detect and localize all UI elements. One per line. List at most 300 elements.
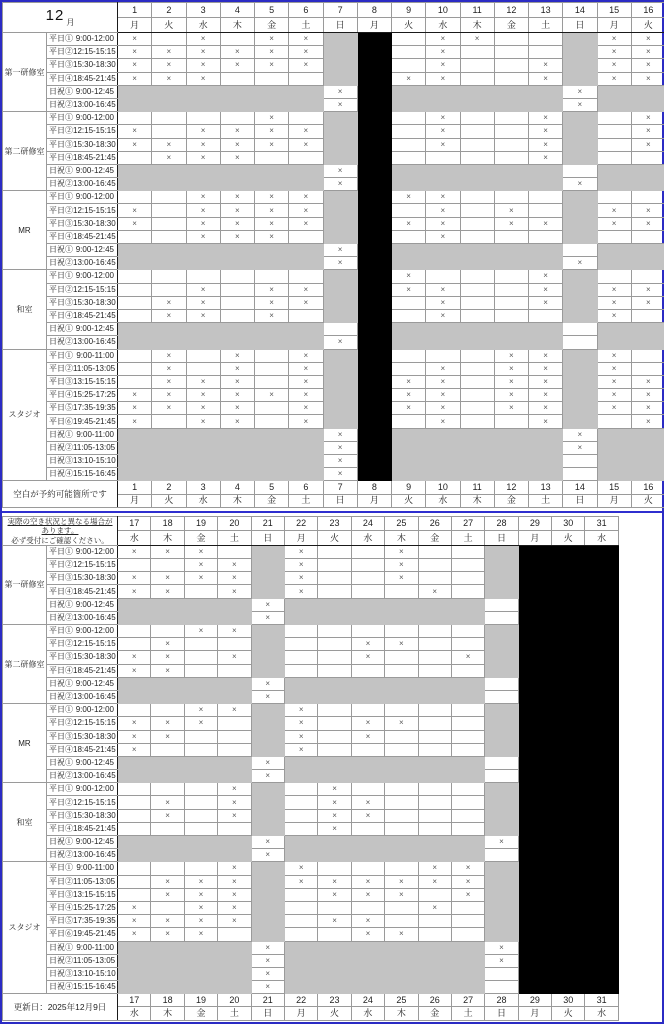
availability-cell: × (118, 730, 151, 743)
availability-cell (451, 967, 484, 980)
availability-cell (597, 138, 631, 151)
availability-cell (585, 875, 618, 888)
availability-cell (460, 178, 494, 191)
availability-cell: × (351, 809, 384, 822)
availability-cell: × (151, 809, 184, 822)
availability-cell (529, 204, 563, 217)
availability-cell: × (289, 415, 323, 428)
availability-cell: × (220, 46, 254, 59)
availability-cell (418, 941, 451, 954)
availability-cell (585, 941, 618, 954)
timeslot-label: 平日② (49, 284, 73, 294)
availability-cell (585, 572, 618, 585)
availability-cell (151, 611, 184, 624)
availability-cell: × (152, 72, 186, 85)
availability-cell (318, 756, 351, 769)
availability-cell (385, 967, 418, 980)
availability-cell: × (151, 730, 184, 743)
timeslot-cell (47, 730, 118, 743)
availability-cell: × (426, 362, 460, 375)
availability-cell (251, 625, 284, 638)
availability-cell (385, 756, 418, 769)
timeslot-label: 平日⑤ (49, 916, 73, 926)
availability-cell (218, 611, 251, 624)
availability-cell: × (289, 362, 323, 375)
timeslot-time: 9:00-12:00 (75, 626, 114, 636)
timeslot-label: 平日① (49, 192, 73, 202)
availability-cell (152, 283, 186, 296)
availability-cell (529, 428, 563, 441)
availability-cell (357, 468, 391, 481)
availability-cell (451, 743, 484, 756)
availability-cell (631, 244, 664, 257)
availability-cell: × (529, 72, 563, 85)
day-number-cell: 8 (357, 3, 391, 18)
availability-cell (418, 559, 451, 572)
availability-cell (184, 954, 217, 967)
availability-cell (385, 981, 418, 994)
availability-cell: × (529, 362, 563, 375)
availability-cell: × (631, 112, 664, 125)
availability-cell (284, 677, 317, 690)
availability-cell (552, 888, 585, 901)
availability-cell (597, 98, 631, 111)
availability-cell (518, 585, 551, 598)
timeslot-cell (47, 677, 118, 690)
availability-cell (418, 809, 451, 822)
availability-cell (357, 323, 391, 336)
availability-cell (392, 296, 426, 309)
availability-cell: × (529, 415, 563, 428)
availability-cell: × (118, 572, 151, 585)
availability-cell (552, 901, 585, 914)
availability-cell (451, 717, 484, 730)
availability-cell (218, 770, 251, 783)
disclaimer-line-1: 実際の空き状況と異なる場合があります。 (7, 516, 113, 536)
availability-cell (418, 690, 451, 703)
availability-cell: × (118, 402, 152, 415)
availability-cell (118, 625, 151, 638)
timeslot-label: 平日③ (49, 376, 73, 386)
footer-day-number-cell: 22 (284, 994, 317, 1007)
availability-cell: × (451, 888, 484, 901)
availability-cell: × (186, 309, 220, 322)
footer-day-number-cell: 15 (597, 481, 631, 494)
availability-cell: × (186, 46, 220, 59)
timeslot-time: 9:00-12:00 (75, 705, 114, 715)
availability-cell (563, 336, 597, 349)
weekday-cell: 金 (255, 18, 289, 33)
footer-day-number-cell: 7 (323, 481, 357, 494)
availability-cell (151, 783, 184, 796)
timeslot-time: 18:45-21:45 (73, 231, 116, 241)
availability-cell (351, 770, 384, 783)
availability-cell (518, 941, 551, 954)
timeslot-time: 9:00-11:00 (76, 429, 114, 439)
timeslot-time: 13:00-16:45 (73, 258, 116, 268)
availability-cell: × (251, 598, 284, 611)
availability-cell (518, 677, 551, 690)
availability-cell (357, 428, 391, 441)
day-number-cell: 18 (151, 516, 184, 531)
timeslot-label: 日祝② (49, 442, 73, 452)
availability-cell (255, 72, 289, 85)
availability-cell (518, 783, 551, 796)
availability-cell: × (631, 283, 664, 296)
availability-cell (563, 191, 597, 204)
availability-cell (518, 862, 551, 875)
timeslot-time: 9:00-12:45 (75, 837, 114, 847)
availability-cell (426, 164, 460, 177)
timeslot-label: 平日④ (49, 73, 73, 83)
timeslot-time: 13:15-15:15 (73, 376, 116, 386)
availability-cell (255, 441, 289, 454)
availability-cell (460, 151, 494, 164)
availability-cell (118, 270, 152, 283)
availability-cell (418, 928, 451, 941)
availability-cell (289, 336, 323, 349)
availability-cell (518, 981, 551, 994)
day-number-cell: 31 (585, 516, 618, 531)
timeslot-cell (47, 98, 118, 111)
footer-day-number-cell: 28 (485, 994, 518, 1007)
availability-cell (152, 230, 186, 243)
availability-cell (186, 441, 220, 454)
availability-cell (597, 257, 631, 270)
availability-cell: × (218, 862, 251, 875)
availability-cell (118, 191, 152, 204)
availability-cell: × (220, 59, 254, 72)
availability-cell (152, 125, 186, 138)
availability-cell (552, 954, 585, 967)
footer-day-number-cell: 8 (357, 481, 391, 494)
weekday-cell: 火 (631, 18, 664, 33)
availability-cell: × (184, 875, 217, 888)
weekday-cell: 月 (357, 18, 391, 33)
availability-cell (631, 336, 664, 349)
availability-cell (255, 468, 289, 481)
availability-cell (426, 85, 460, 98)
day-number-cell: 6 (289, 3, 323, 18)
availability-cell (357, 296, 391, 309)
availability-cell (118, 690, 151, 703)
availability-cell (184, 822, 217, 835)
day-number-cell: 30 (552, 516, 585, 531)
availability-cell (485, 756, 518, 769)
availability-cell (251, 901, 284, 914)
availability-cell (631, 257, 664, 270)
availability-cell: × (184, 625, 217, 638)
availability-cell (518, 611, 551, 624)
timeslot-label: 平日① (49, 350, 73, 360)
availability-cell (284, 756, 317, 769)
timeslot-label: 日祝② (49, 850, 73, 860)
availability-cell: × (529, 217, 563, 230)
timeslot-time: 19:45-21:45 (73, 929, 116, 939)
availability-cell (494, 164, 528, 177)
availability-cell (426, 257, 460, 270)
availability-cell (251, 743, 284, 756)
availability-cell: × (529, 402, 563, 415)
availability-cell (118, 230, 152, 243)
timeslot-time: 18:45-21:45 (73, 744, 116, 754)
availability-cell (597, 191, 631, 204)
availability-cell (357, 415, 391, 428)
availability-cell (357, 455, 391, 468)
day-number-cell: 11 (460, 3, 494, 18)
timeslot-label: 平日② (49, 363, 73, 373)
availability-cell (351, 822, 384, 835)
timeslot-label: 平日③ (49, 139, 73, 149)
availability-cell: × (152, 362, 186, 375)
availability-cell (485, 677, 518, 690)
availability-cell (552, 611, 585, 624)
availability-cell (392, 112, 426, 125)
timeslot-cell (47, 59, 118, 72)
availability-cell: × (631, 59, 664, 72)
availability-cell (357, 309, 391, 322)
availability-cell (585, 559, 618, 572)
availability-cell: × (323, 441, 357, 454)
availability-cell (323, 125, 357, 138)
availability-cell (392, 46, 426, 59)
availability-cell: × (289, 59, 323, 72)
availability-cell (451, 941, 484, 954)
availability-cell (563, 72, 597, 85)
availability-cell (597, 428, 631, 441)
availability-cell (255, 336, 289, 349)
timeslot-label: 日祝② (49, 955, 73, 965)
timeslot-label: 平日① (49, 784, 73, 794)
availability-cell (485, 967, 518, 980)
availability-cell (251, 704, 284, 717)
availability-cell (418, 743, 451, 756)
month-number: 12 (45, 7, 65, 24)
availability-cell (518, 770, 551, 783)
availability-cell: × (255, 191, 289, 204)
availability-cell: × (563, 441, 597, 454)
availability-cell (218, 849, 251, 862)
availability-cell: × (118, 33, 152, 46)
availability-cell (318, 862, 351, 875)
timeslot-cell (47, 836, 118, 849)
availability-cell (485, 862, 518, 875)
availability-cell (451, 981, 484, 994)
availability-cell (184, 967, 217, 980)
calendar-first-half (2, 2, 662, 508)
availability-cell: × (323, 244, 357, 257)
availability-cell: × (494, 402, 528, 415)
day-number-cell: 16 (631, 3, 664, 18)
availability-cell (460, 191, 494, 204)
availability-cell (485, 822, 518, 835)
availability-cell (152, 33, 186, 46)
availability-cell: × (218, 901, 251, 914)
availability-cell (220, 178, 254, 191)
timeslot-cell (47, 585, 118, 598)
availability-cell (220, 323, 254, 336)
availability-cell (357, 59, 391, 72)
availability-cell: × (186, 296, 220, 309)
availability-cell: × (152, 46, 186, 59)
availability-cell: × (151, 796, 184, 809)
timeslot-cell (47, 849, 118, 862)
availability-cell (255, 270, 289, 283)
availability-cell (597, 85, 631, 98)
timeslot-label: 平日① (49, 863, 73, 873)
availability-cell (351, 559, 384, 572)
availability-cell (220, 428, 254, 441)
availability-cell (485, 743, 518, 756)
availability-cell (385, 954, 418, 967)
timeslot-label: 平日③ (49, 297, 73, 307)
availability-cell (255, 402, 289, 415)
availability-cell: × (494, 204, 528, 217)
day-number-cell: 19 (184, 516, 217, 531)
availability-cell (518, 572, 551, 585)
availability-cell (186, 362, 220, 375)
availability-cell (418, 822, 451, 835)
day-number-cell: 25 (385, 516, 418, 531)
availability-cell: × (323, 85, 357, 98)
room-name-cell: 第一研修室 (3, 33, 47, 112)
availability-cell (323, 138, 357, 151)
availability-cell (563, 138, 597, 151)
availability-cell (460, 455, 494, 468)
availability-cell (552, 651, 585, 664)
availability-cell: × (151, 915, 184, 928)
timeslot-label: 平日⑤ (49, 403, 73, 413)
availability-cell (151, 941, 184, 954)
footer-weekday-cell: 水 (585, 1007, 618, 1020)
availability-cell (485, 572, 518, 585)
calendar-days-1-16 (2, 2, 664, 508)
availability-cell (485, 981, 518, 994)
availability-cell: × (631, 296, 664, 309)
availability-cell (529, 85, 563, 98)
availability-cell: × (426, 230, 460, 243)
timeslot-cell (47, 809, 118, 822)
footer-day-number-cell: 29 (518, 994, 551, 1007)
timeslot-time: 12:15-15:15 (73, 47, 116, 57)
footer-weekday-cell: 金 (494, 494, 528, 507)
availability-cell: × (251, 836, 284, 849)
availability-cell (597, 336, 631, 349)
availability-cell (351, 862, 384, 875)
availability-cell (426, 178, 460, 191)
availability-cell (426, 441, 460, 454)
availability-cell (284, 598, 317, 611)
availability-cell: × (385, 717, 418, 730)
availability-cell (151, 862, 184, 875)
availability-cell (255, 164, 289, 177)
footer-day-number-cell: 20 (218, 994, 251, 1007)
availability-cell (323, 283, 357, 296)
availability-cell (118, 296, 152, 309)
availability-cell (518, 743, 551, 756)
timeslot-cell (47, 572, 118, 585)
availability-cell: × (485, 836, 518, 849)
availability-cell (357, 402, 391, 415)
availability-cell (426, 98, 460, 111)
availability-cell (118, 323, 152, 336)
availability-cell (563, 362, 597, 375)
day-number-cell: 28 (485, 516, 518, 531)
availability-cell (118, 967, 151, 980)
timeslot-time: 12:15-15:15 (73, 560, 116, 570)
availability-cell (251, 730, 284, 743)
availability-cell (585, 967, 618, 980)
availability-cell (318, 967, 351, 980)
timeslot-time: 18:45-21:45 (73, 73, 116, 83)
availability-cell (418, 677, 451, 690)
availability-cell (385, 704, 418, 717)
availability-cell (118, 941, 151, 954)
weekday-cell: 水 (585, 531, 618, 546)
availability-cell (357, 151, 391, 164)
availability-cell: × (418, 585, 451, 598)
availability-cell: × (318, 915, 351, 928)
footer-day-number-cell: 25 (385, 994, 418, 1007)
availability-cell (451, 704, 484, 717)
availability-cell (518, 756, 551, 769)
availability-cell (220, 72, 254, 85)
availability-cell (460, 402, 494, 415)
room-name-cell: スタジオ (3, 862, 47, 994)
weekday-cell: 水 (186, 18, 220, 33)
availability-cell (529, 164, 563, 177)
availability-cell (318, 941, 351, 954)
availability-cell (585, 625, 618, 638)
availability-cell (426, 428, 460, 441)
availability-cell: × (529, 349, 563, 362)
updated-date-text: 更新日：2025年12月9日 (13, 1001, 107, 1012)
availability-cell (289, 323, 323, 336)
availability-cell: × (529, 151, 563, 164)
availability-cell (518, 901, 551, 914)
availability-cell: × (597, 375, 631, 388)
availability-cell (385, 849, 418, 862)
availability-cell (585, 836, 618, 849)
availability-cell (357, 441, 391, 454)
availability-cell (552, 875, 585, 888)
availability-cell (518, 545, 551, 558)
availability-cell: × (289, 204, 323, 217)
availability-cell (351, 783, 384, 796)
availability-cell (585, 822, 618, 835)
availability-cell (357, 336, 391, 349)
availability-cell: × (186, 59, 220, 72)
availability-cell: × (255, 112, 289, 125)
availability-cell (518, 928, 551, 941)
footer-day-number-cell: 16 (631, 481, 664, 494)
availability-cell (418, 664, 451, 677)
availability-cell: × (289, 296, 323, 309)
availability-cell (357, 217, 391, 230)
availability-cell (118, 468, 152, 481)
availability-cell (418, 625, 451, 638)
timeslot-time: 15:15-16:45 (73, 469, 116, 479)
timeslot-cell (47, 349, 118, 362)
availability-cell: × (289, 125, 323, 138)
availability-cell (385, 901, 418, 914)
availability-cell: × (529, 389, 563, 402)
availability-cell (357, 72, 391, 85)
availability-cell (118, 85, 152, 98)
availability-cell (518, 704, 551, 717)
availability-cell: × (563, 428, 597, 441)
availability-cell: × (151, 545, 184, 558)
